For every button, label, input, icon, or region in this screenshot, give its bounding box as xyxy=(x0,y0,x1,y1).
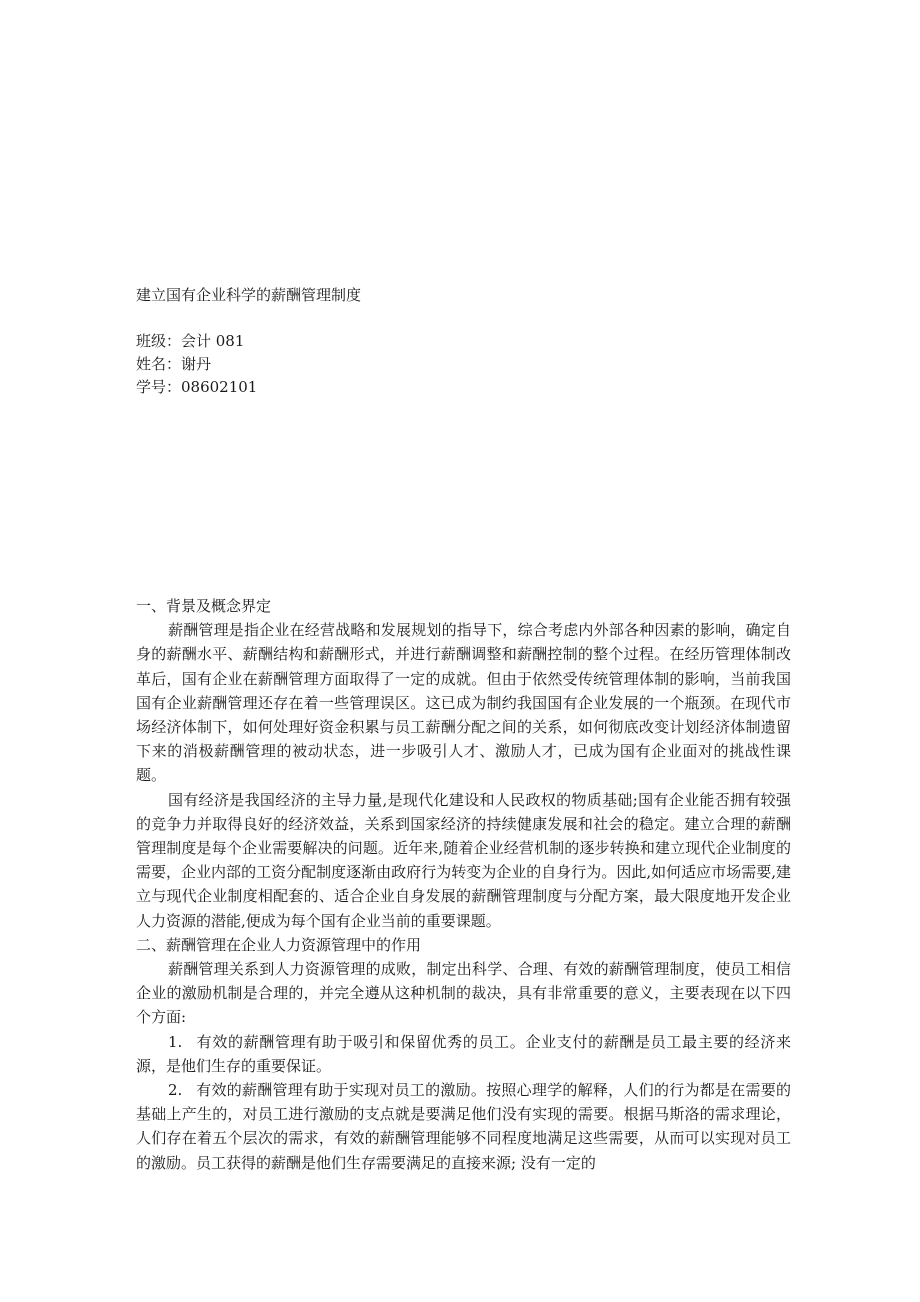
document-body xyxy=(136,594,791,1175)
student-info xyxy=(136,330,257,399)
name-line: 姓名：谢丹 xyxy=(136,355,212,373)
list-item-1-number: 1. xyxy=(168,1032,183,1051)
paragraph-1: 薪酬管理是指企业在经营战略和发展规划的指导下，综合考虑内外部各种因素的影响，确定自身的薪酬水平、薪酬结构和薪酬形式，并进行薪酬调整和薪酬控制的整个过程。在经历管理体制改革后，国有企业在薪酬管理方面取得了一定的成就。但由于依然受传统管理体制的影响，当前我国国有企业薪酬管理还存在着一些管理误区。这已成为制约我国国有企业发展的一个瓶颈。在现代市场经济体制下，如何处理好资金积累与员工薪酬分配之间的关系，如何彻底改变计划经济体制遗留下来的消极薪酬管理的被动状态，进一步吸引人才、激励人才，已成为国有企业面对的挑战性课题。 xyxy=(136,621,791,785)
list-item-1-text: 有效的薪酬管理有助于吸引和保留优秀的员工。企业支付的薪酬是员工最主要的经济来源，是他们生存的重要保证。 xyxy=(136,1032,791,1075)
document-title: 建立国有企业科学的薪酬管理制度 xyxy=(136,286,362,304)
list-item-2-number: 2. xyxy=(168,1081,183,1100)
list-item-2 xyxy=(136,1078,791,1175)
list-item-1 xyxy=(136,1030,791,1078)
student-id-line: 学号：08602101 xyxy=(136,378,258,396)
class-line: 班级：会计 081 xyxy=(136,332,245,350)
list-item-2-text: 有效的薪酬管理有助于实现对员工的激励。按照心理学的解释，人们的行为都是在需要的基础上产生的，对员工进行激励的支点就是要满足他们没有实现的需要。根据马斯洛的需求理论，人们存在着五个层次的需求，有效的薪酬管理能够不同程度地满足这些需要，从而可以实现对员工的激励。员工获得的薪酬是他们生存需要满足的直接来源; 没有一定的 xyxy=(136,1081,791,1172)
paragraph-3: 薪酬管理关系到人力资源管理的成败，制定出科学、合理、有效的薪酬管理制度，使员工相信企业的激励机制是合理的，并完全遵从这种机制的裁决，具有非常重要的意义，主要表现在以下四个方面: xyxy=(136,960,791,1027)
section-1-heading: 一、背景及概念界定 xyxy=(136,597,272,615)
section-2-heading: 二、薪酬管理在企业人力资源管理中的作用 xyxy=(136,935,422,954)
paragraph-2: 国有经济是我国经济的主导力量,是现代化建设和人民政权的物质基础;国有企业能否拥有较强的竞争力并取得良好的经济效益，关系到国家经济的持续健康发展和社会的稳定。建立合理的薪酬管理制度是每个企业需要解决的问题。近年来,随着企业经营机制的逐步转换和建立现代企业制度的需要，企业内部的工资分配制度逐渐由政府行为转变为企业的自身行为。因此,如何适应市场需要,建立与现代企业制度相配套的、适合企业自身发展的薪酬管理制度与分配方案，最大限度地开发企业人力资源的潜能,便成为每个国有企业当前的重要课题。 xyxy=(136,790,791,930)
